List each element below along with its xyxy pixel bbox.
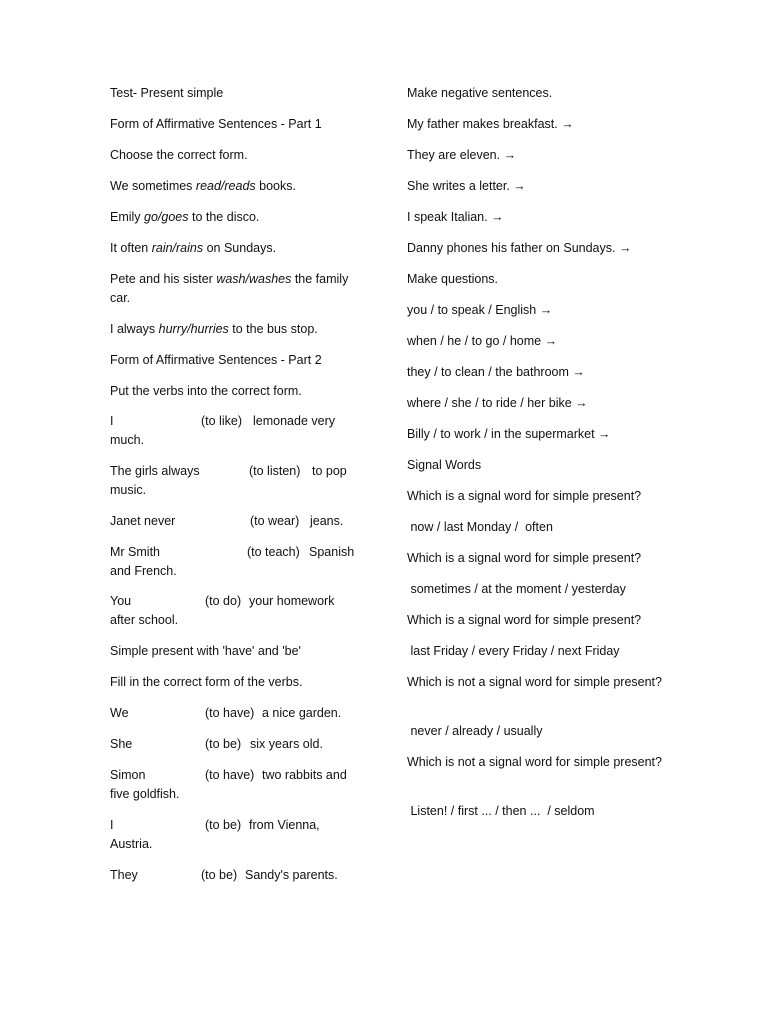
item-subject: Janet never [110, 514, 176, 528]
negative-item: They are eleven. → [407, 148, 517, 162]
questions-heading: Make questions. [407, 272, 499, 286]
item-subject: She [110, 737, 133, 751]
verb-hint: (to have) [205, 706, 255, 720]
verb-hint: (to be) [205, 818, 242, 832]
verb-hint: (to have) [205, 768, 255, 782]
exercise-item: Pete and his sister wash/washes the family car. [110, 272, 349, 305]
item-rest: to pop [312, 464, 347, 478]
item-subject: Simon [110, 768, 146, 782]
item-rest: from Vienna, [249, 818, 320, 832]
signal-question: Which is a signal word for simple present? [407, 489, 642, 503]
question-item: Billy / to work / in the supermarket → [407, 427, 611, 441]
item-rest: six years old. [250, 737, 323, 751]
worksheet-title: Test- Present simple [110, 86, 224, 100]
verb-options: go/goes [144, 210, 189, 224]
verb-hint: (to wear) [250, 514, 300, 528]
question-item: they / to clean / the bathroom → [407, 365, 585, 379]
part3-instruction: Fill in the correct form of the verbs. [110, 675, 303, 689]
item-subject: You [110, 594, 132, 608]
item-continuation: much. [110, 433, 145, 447]
item-rest: a nice garden. [262, 706, 342, 720]
part1-heading: Form of Affirmative Sentences - Part 1 [110, 117, 322, 131]
item-rest: lemonade very [253, 414, 335, 428]
item-continuation: five goldfish. [110, 787, 180, 801]
item-continuation: and French. [110, 564, 177, 578]
verb-options: wash/washes [216, 272, 292, 286]
item-subject: They [110, 868, 138, 882]
question-item: you / to speak / English → [407, 303, 553, 317]
item-rest: Sandy's parents. [245, 868, 338, 882]
part2-instruction: Put the verbs into the correct form. [110, 384, 302, 398]
verb-hint: (to like) [201, 414, 242, 428]
part1-instruction: Choose the correct form. [110, 148, 248, 162]
item-continuation: music. [110, 483, 147, 497]
item-rest: Spanish [309, 545, 355, 559]
item-rest: your homework [249, 594, 335, 608]
signal-options: sometimes / at the moment / yesterday [407, 582, 626, 596]
item-continuation: Austria. [110, 837, 153, 851]
verb-options: read/reads [195, 179, 256, 193]
signal-options: now / last Monday / often [407, 520, 553, 534]
negative-item: She writes a letter. → [407, 179, 526, 193]
item-subject: I [110, 414, 114, 428]
signal-options: last Friday / every Friday / next Friday [407, 644, 620, 658]
question-item: where / she / to ride / her bike → [407, 396, 588, 410]
verb-options: hurry/hurries [158, 322, 229, 336]
verb-hint: (to do) [205, 594, 242, 608]
verb-hint: (to be) [201, 868, 238, 882]
signal-options: Listen! / first ... / then ... / seldom [407, 804, 595, 818]
signal-question: Which is not a signal word for simple present? [407, 755, 662, 769]
question-item: when / he / to go / home → [407, 334, 558, 348]
verb-hint: (to listen) [249, 464, 301, 478]
exercise-item: We sometimes read/reads books. [110, 179, 296, 193]
negative-item: I speak Italian. → [407, 210, 504, 224]
verb-hint: (to teach) [247, 545, 300, 559]
exercise-item: Emily go/goes to the disco. [110, 210, 260, 224]
signal-question: Which is a signal word for simple present? [407, 551, 642, 565]
signal-question: Which is a signal word for simple present? [407, 613, 642, 627]
item-rest: two rabbits and [262, 768, 347, 782]
exercise-item: It often rain/rains on Sundays. [110, 241, 277, 255]
exercise-item: I always hurry/hurries to the bus stop. [110, 322, 318, 336]
item-subject: I [110, 818, 114, 832]
verb-options: rain/rains [151, 241, 204, 255]
part3-heading: Simple present with 'have' and 'be' [110, 644, 301, 658]
item-subject: The girls always [110, 464, 200, 478]
negative-heading: Make negative sentences. [407, 86, 553, 100]
negative-item: Danny phones his father on Sundays. → [407, 241, 632, 255]
signal-options: never / already / usually [407, 724, 543, 738]
negative-item: My father makes breakfast. → [407, 117, 574, 131]
item-continuation: after school. [110, 613, 179, 627]
item-rest: jeans. [310, 514, 344, 528]
part2-heading: Form of Affirmative Sentences - Part 2 [110, 353, 322, 367]
item-subject: We [110, 706, 129, 720]
verb-hint: (to be) [205, 737, 242, 751]
signal-heading: Signal Words [407, 458, 482, 472]
item-subject: Mr Smith [110, 545, 160, 559]
signal-question: Which is not a signal word for simple present? [407, 675, 662, 689]
